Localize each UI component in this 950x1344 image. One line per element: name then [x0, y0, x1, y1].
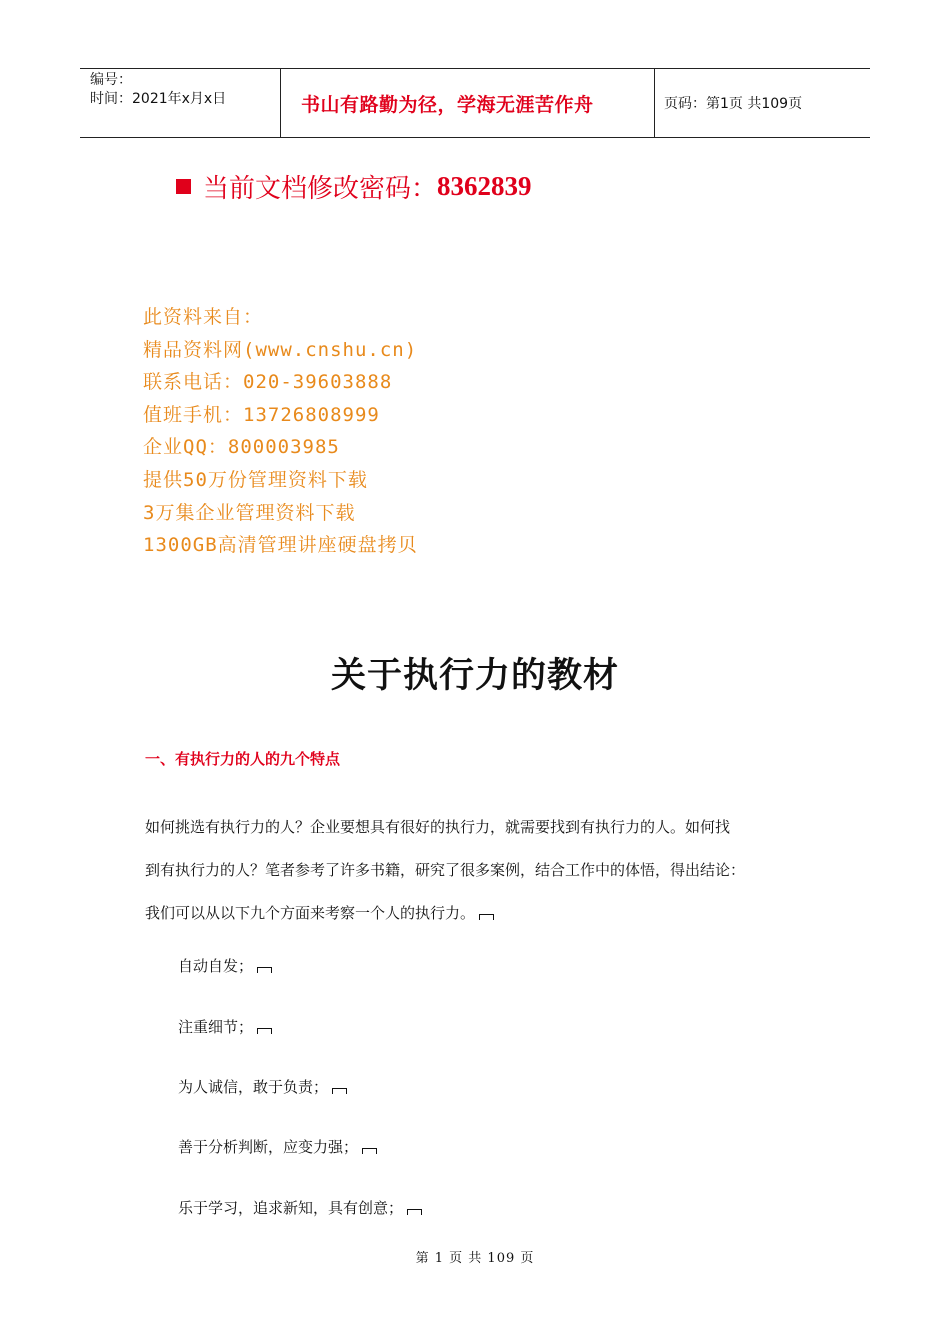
paragraph-mark-icon [362, 1148, 377, 1154]
password-notice [176, 168, 532, 205]
date-label: 时间：2021年x月x日 [90, 91, 227, 107]
paragraph-mark-icon [257, 967, 272, 973]
number-label: 编号： [90, 72, 132, 88]
trait-item [178, 955, 272, 976]
intro-paragraph [145, 806, 825, 935]
paragraph-line: 如何挑选有执行力的人？企业要想具有很好的执行力，就需要找到有执行力的人。如何找 [145, 818, 731, 836]
source-line: 提供50万份管理资料下载 [143, 468, 368, 491]
header-page-cell [655, 69, 870, 137]
password-code: 8362839 [437, 171, 532, 201]
paragraph-line: 到有执行力的人？笔者参考了许多书籍，研究了很多案例，结合工作中的体悟，得出结论： [145, 861, 746, 879]
page-info: 页码：第1页 共109页 [664, 96, 803, 112]
trait-item [178, 1197, 422, 1218]
paragraph-mark-icon [407, 1209, 422, 1215]
trait-item [178, 1016, 272, 1037]
trait-item [178, 1136, 377, 1157]
trait-item [178, 1076, 347, 1097]
trait-text: 善于分析判断，应变力强； [178, 1138, 359, 1156]
section-heading: 一、有执行力的人的九个特点 [145, 750, 341, 768]
source-line: 联系电话：020-39603888 [143, 371, 393, 394]
header-meta-cell [80, 69, 281, 137]
page-footer: 第 1 页 共 109 页 [415, 1251, 535, 1266]
source-line: 此资料来自： [143, 306, 264, 328]
source-line: 企业QQ：800003985 [143, 436, 340, 459]
paragraph-mark-icon [257, 1028, 272, 1034]
source-line: 值班手机：13726808999 [143, 403, 380, 426]
paragraph-mark-icon [479, 914, 494, 920]
document-title: 关于执行力的教材 [330, 655, 619, 696]
password-label: 当前文档修改密码： [203, 174, 438, 204]
paragraph-line [145, 892, 825, 935]
source-line: 3万集企业管理资料下载 [143, 501, 356, 524]
trait-text: 乐于学习，追求新知，具有创意； [178, 1199, 404, 1217]
page-header [80, 68, 870, 138]
square-bullet-icon [176, 179, 191, 194]
motto-text: 书山有路勤为径，学海无涯苦作舟 [301, 93, 594, 116]
trait-text: 注重细节； [178, 1018, 254, 1036]
source-line: 1300GB高清管理讲座硬盘拷贝 [143, 534, 418, 557]
source-info-block [143, 301, 418, 562]
paragraph-mark-icon [332, 1088, 347, 1094]
source-line: 精品资料网(www.cnshu.cn) [143, 338, 418, 361]
header-motto-cell [281, 69, 655, 137]
trait-text: 自动自发； [178, 957, 254, 975]
trait-text: 为人诚信，敢于负责； [178, 1078, 329, 1096]
paragraph-line-text: 我们可以从以下九个方面来考察一个人的执行力。 [145, 904, 476, 922]
